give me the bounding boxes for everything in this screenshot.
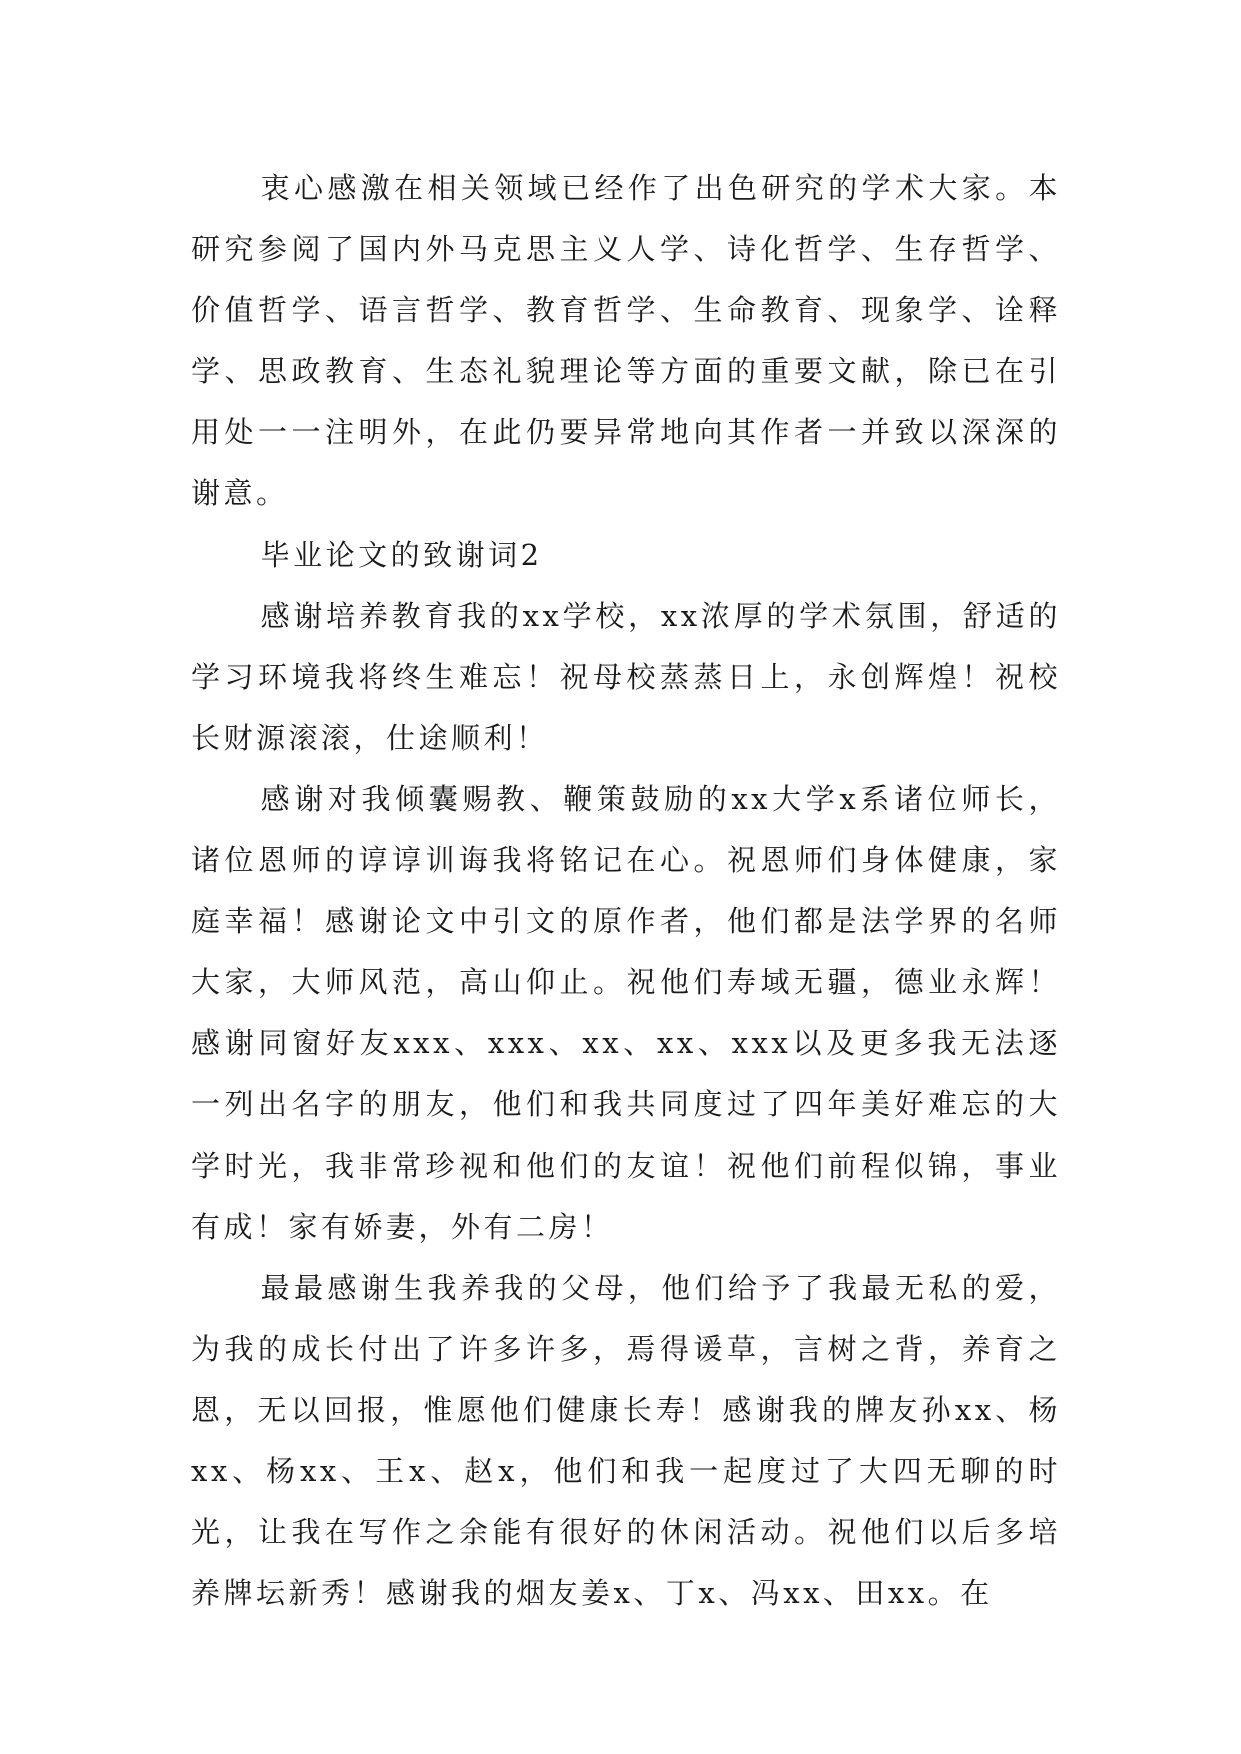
paragraph-acknowledgement-scholars: 衷心感激在相关领域已经作了出色研究的学术大家。本研究参阅了国内外马克思主义人学、诗化哲学、生存哲学、价值哲学、语言哲学、教育哲学、生命教育、现象学、诠释学、思政教育、生态礼貌理论等方面的重要文献，除已在引用处一一注明外，在此仍要异常地向其作者一并致以深深的谢意。 bbox=[191, 171, 1061, 511]
document-body bbox=[191, 158, 1061, 1624]
paragraph-thanks-teachers-friends: 感谢对我倾囊赐教、鞭策鼓励的xx大学x系诸位师长，诸位恩师的谆谆训诲我将铭记在心。祝恩师们身体健康，家庭幸福！感谢论文中引文的原作者，他们都是法学界的名师大家，大师风范，高山仰止。祝他们寿域无疆，德业永辉！感谢同窗好友xxx、xxx、xx、xx、xxx以及更多我无法逐一列出名字的朋友，他们和我共同度过了四年美好难忘的大学时光，我非常珍视和他们的友谊！祝他们前程似锦，事业有成！家有娇妻，外有二房！ bbox=[191, 781, 1061, 1244]
section-heading: 毕业论文的致谢词2 bbox=[260, 537, 543, 572]
paragraph-thanks-school: 感谢培养教育我的xx学校，xx浓厚的学术氛围，舒适的学习环境我将终生难忘！祝母校蒸蒸日上，永创辉煌！祝校长财源滚滚，仕途顺利！ bbox=[191, 598, 1061, 755]
paragraph-thanks-parents: 最最感谢生我养我的父母，他们给予了我最无私的爱，为我的成长付出了许多许多，焉得谖草，言树之背，养育之恩，无以回报，惟愿他们健康长寿！感谢我的牌友孙xx、杨xx、杨xx、王x、赵x，他们和我一起度过了大四无聊的时光，让我在写作之余能有很好的休闲活动。祝他们以后多培养牌坛新秀！感谢我的烟友姜x、丁x、冯xx、田xx。在 bbox=[191, 1270, 1061, 1611]
